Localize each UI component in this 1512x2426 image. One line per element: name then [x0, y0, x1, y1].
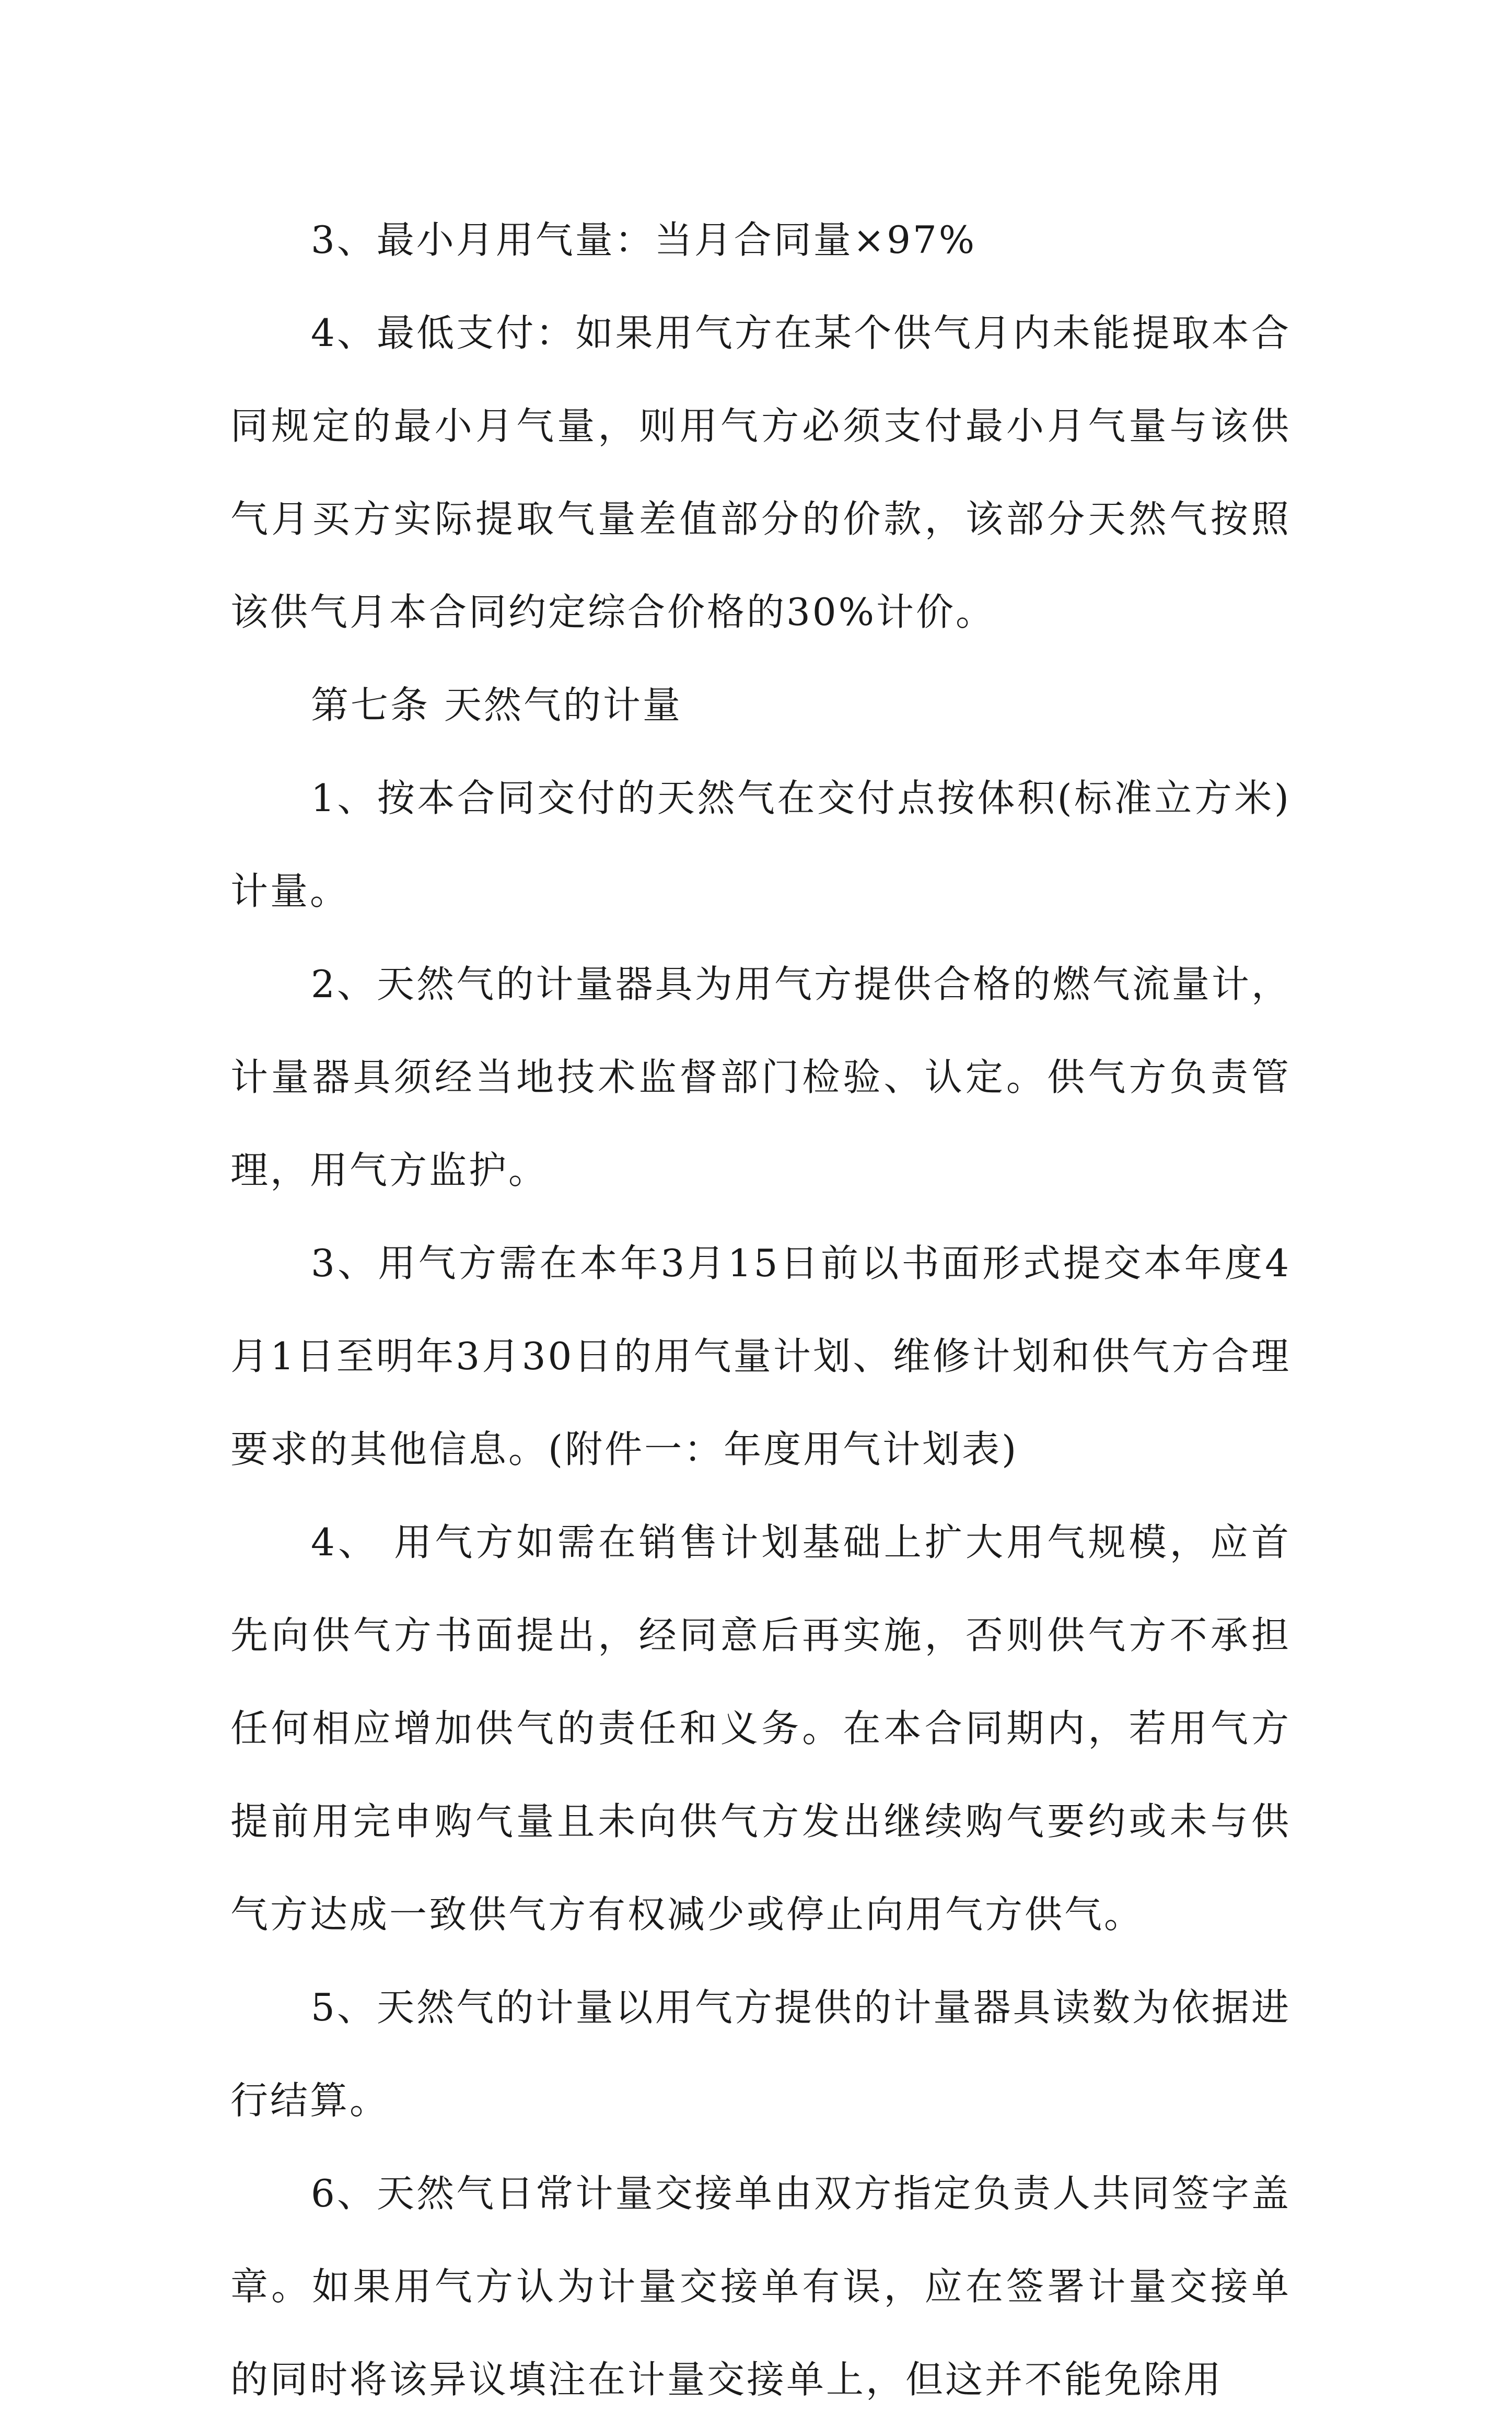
paragraph-minimum-monthly-volume: 3、最小月用气量：当月合同量×97% — [311, 218, 977, 262]
paragraph-minimum-payment: 4、最低支付：如果用气方在某个供气月内未能提取本合同规定的最小月气量，则用气方必须支付最小月气量与该供气月买方实际提取气量差值部分的价款，该部分天然气按照该供气月本合同约定综合价格的30%计价。 — [230, 311, 1291, 634]
paragraph-annual-plan: 3、用气方需在本年3月15日前以书面形式提交本年度4月1日至明年3月30日的用气量计划、维修计划和供气方合理要求的其他信息。(附件一：年度用气计划表) — [230, 1241, 1291, 1471]
paragraph-expand-usage: 4、 用气方如需在销售计划基础上扩大用气规模，应首先向供气方书面提出，经同意后再实施，否则供气方不承担任何相应增加供气的责任和义务。在本合同期内，若用气方提前用完申购气量且未向供气方发出继续购气要约或未与供气方达成一致供气方有权减少或停止向用气方供气。 — [230, 1520, 1291, 1936]
paragraph-handover-sheet: 6、天然气日常计量交接单由双方指定负责人共同签字盖章。如果用气方认为计量交接单有误，应在签署计量交接单的同时将该异议填注在计量交接单上，但这并不能免除用 — [230, 2171, 1291, 2401]
paragraph-metering-unit: 1、按本合同交付的天然气在交付点按体积(标准立方米)计量。 — [230, 776, 1291, 913]
document-body — [230, 193, 1291, 2426]
paragraph-metering-instruments: 2、天然气的计量器具为用气方提供合格的燃气流量计，计量器具须经当地技术监督部门检验、认定。供气方负责管理，用气方监护。 — [230, 962, 1291, 1192]
paragraph-settlement-basis: 5、天然气的计量以用气方提供的计量器具读数为依据进行结算。 — [230, 1985, 1291, 2122]
section-heading-article-7: 第七条 天然气的计量 — [311, 683, 682, 727]
